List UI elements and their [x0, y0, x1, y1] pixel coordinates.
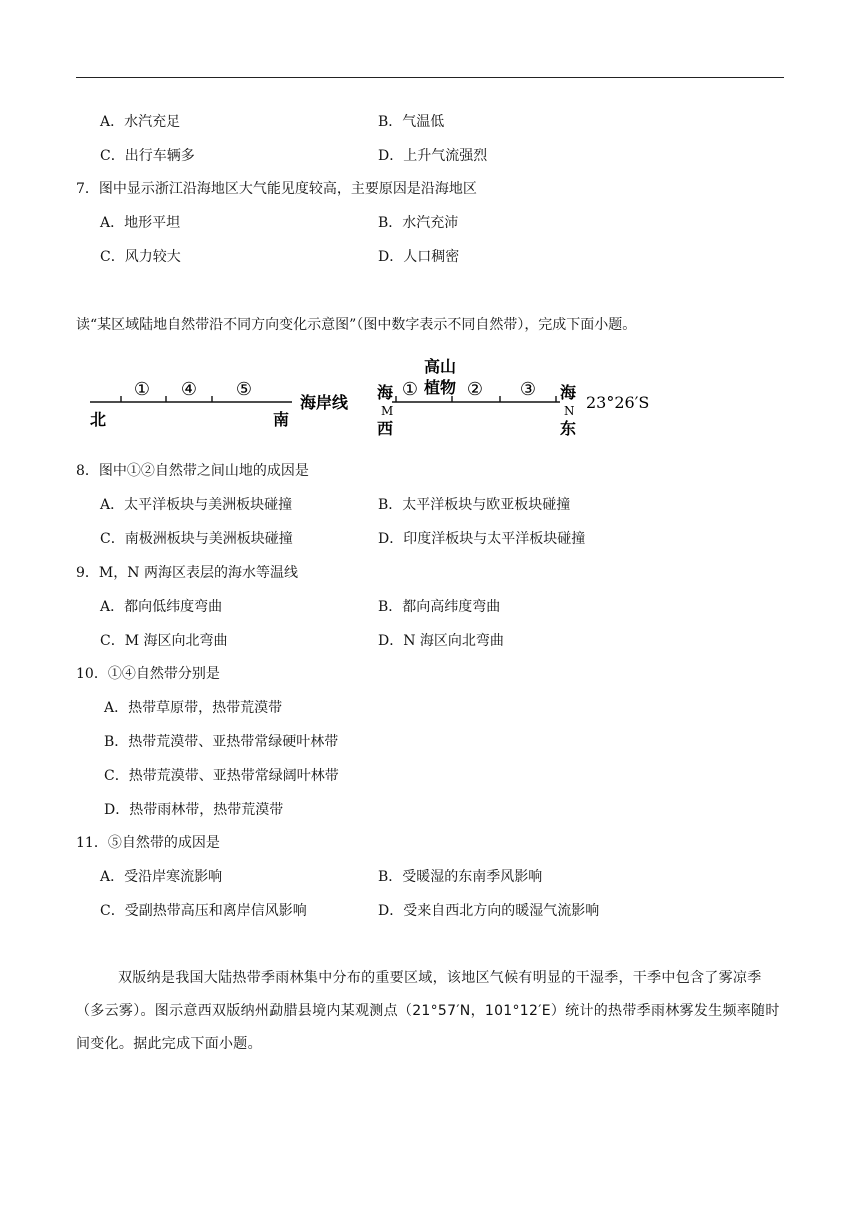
- q7-option-a: A．地形平坦: [100, 215, 181, 231]
- west-label: 西: [377, 419, 394, 438]
- q10-stem: 10．①④自然带分别是: [76, 666, 220, 682]
- n-label: N: [564, 404, 575, 418]
- north-label: 北: [89, 410, 107, 429]
- south-label: 南: [272, 410, 290, 429]
- q8-option-a: A．太平洋板块与美洲板块碰撞: [100, 497, 293, 513]
- q9-option-a: A．都向低纬度弯曲: [100, 599, 223, 615]
- prev-option-d: D．上升气流强烈: [378, 148, 488, 164]
- q11-option-a: A．受沿岸寒流影响: [100, 869, 223, 885]
- q7-stem: 7．图中显示浙江沿海地区大气能见度较高，主要原因是沿海地区: [76, 181, 477, 197]
- q9-option-d: D．N 海区向北弯曲: [378, 633, 504, 649]
- q9-stem: 9．M，N 两海区表层的海水等温线: [76, 565, 298, 581]
- latitude-label: 23°26′S: [586, 393, 650, 412]
- natural-zone-diagram: [80, 350, 680, 442]
- prev-option-a: A．水汽充足: [100, 114, 181, 130]
- west-sea-label: 海: [377, 383, 394, 402]
- q11-option-c: C．受副热带高压和离岸信风影响: [100, 903, 307, 919]
- q10-option-d: D．热带雨林带，热带荒漠带: [104, 802, 284, 818]
- intro-xishuangbanna: [76, 962, 784, 1061]
- q11-option-d: D．受来自西北方向的暖湿气流影响: [378, 903, 600, 919]
- q8-stem: 8．图中①②自然带之间山地的成因是: [76, 463, 309, 479]
- intro-xishuangbanna-text: 双版纳是我国大陆热带季雨林集中分布的重要区域，该地区气候有明显的干湿季，干季中包含了雾凉季（多云雾）。图示意西双版纳州勐腊县境内某观测点（21°57′N，101°12′E）统计的热带季雨林雾发生频率随时间变化。据此完成下面小题。: [76, 970, 780, 1052]
- q7-option-c: C．风力较大: [100, 249, 181, 265]
- right-zone-1: ①: [401, 379, 419, 400]
- m-label: M: [381, 404, 394, 418]
- right-zone-2: ②: [466, 379, 484, 400]
- coastline-label: 海岸线: [300, 393, 349, 412]
- east-label: 东: [560, 419, 577, 438]
- q11-option-b: B．受暖湿的东南季风影响: [378, 869, 543, 885]
- q7-option-d: D．人口稠密: [378, 249, 460, 265]
- left-zone-1: ①: [133, 379, 151, 400]
- intro-natural-zones: 读“某区域陆地自然带沿不同方向变化示意图”（图中数字表示不同自然带），完成下面小题。: [76, 317, 637, 333]
- prev-option-c: C．出行车辆多: [100, 148, 195, 164]
- q9-option-b: B．都向高纬度弯曲: [378, 599, 501, 615]
- q9-option-c: C．M 海区向北弯曲: [100, 633, 228, 649]
- q10-option-c: C．热带荒漠带、亚热带常绿阔叶林带: [104, 768, 339, 784]
- q8-option-d: D．印度洋板块与太平洋板块碰撞: [378, 531, 586, 547]
- q10-option-a: A．热带草原带，热带荒漠带: [104, 700, 283, 716]
- left-zone-5: ⑤: [235, 379, 253, 400]
- alpine-label-line1: 高山: [423, 357, 457, 376]
- alpine-label-line2: 植物: [423, 378, 457, 397]
- header-rule: [76, 77, 784, 78]
- prev-option-b: B．气温低: [378, 114, 445, 130]
- q7-option-b: B．水汽充沛: [378, 215, 459, 231]
- q8-option-b: B．太平洋板块与欧亚板块碰撞: [378, 497, 571, 513]
- left-zone-4: ④: [180, 379, 198, 400]
- q8-option-c: C．南极洲板块与美洲板块碰撞: [100, 531, 293, 547]
- q11-stem: 11．⑤自然带的成因是: [76, 835, 220, 851]
- q10-option-b: B．热带荒漠带、亚热带常绿硬叶林带: [104, 734, 339, 750]
- east-sea-label: 海: [560, 383, 577, 402]
- right-zone-3: ③: [519, 379, 537, 400]
